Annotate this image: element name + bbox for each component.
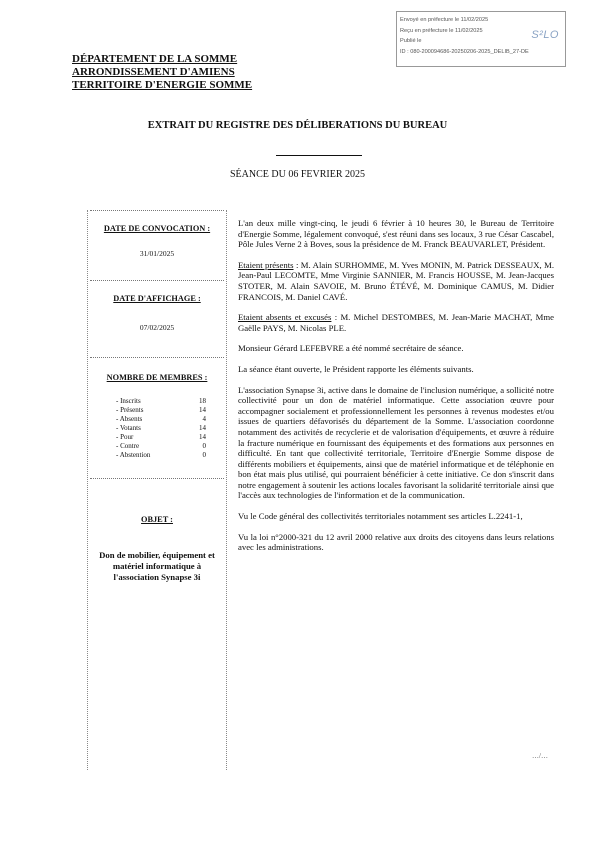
membres-label: NOMBRE DE MEMBRES : — [106, 373, 208, 382]
divider — [90, 280, 224, 281]
divider — [90, 210, 224, 211]
secretary-paragraph: Monsieur Gérard LEFEBVRE a été nommé secrétaire de séance. — [238, 343, 464, 354]
members-row: - Inscrits 18 — [116, 397, 206, 405]
stamp-published-line: Publié le — [400, 38, 422, 44]
present-list: : M. Alain SURHOMME, M. Yves MONIN, M. Patrick DESSEAUX, M. Jean-Paul LECOMTE, Mme Virginie SANNIER, M. Francis HOUSSE, M. Jean-Jacques STOTER, M. Alain SAVOIE, M. Bruno ÉTÉVÉ, M. Dominique CAMUS, M. Didier FRANCOIS, M. Daniel CAVÉ. — [238, 259, 554, 302]
legal-reference-paragraph: Vu le Code général des collectivités territoriales notamment ses articles L.2241-1, — [238, 511, 523, 522]
present-label: Etaient présents — [238, 259, 294, 270]
header-territoire: TERRITOIRE D'ENERGIE SOMME — [72, 79, 253, 91]
preamble-paragraph: L'an deux mille vingt-cinq, le jeudi 6 février à 10 heures 30, le Bureau de Territoire d'Energie Somme, légalement convoqué, s'est réuni dans ses locaux, 3 rue César Cascabel, Pôle Jules Verne 2 à Boves, sous la présidence de M. Franck BEAUVARLET, Président. — [238, 218, 554, 250]
opening-paragraph: La séance étant ouverte, le Président rapporte les éléments suivants. — [238, 363, 474, 374]
convocation-label: DATE DE CONVOCATION : — [103, 224, 211, 233]
header-department: DÉPARTEMENT DE LA SOMME — [72, 53, 238, 65]
document-title: EXTRAIT DU REGISTRE DES DÉLIBERATIONS DU BUREAU — [147, 120, 448, 131]
s2lo-logo: S²LO — [531, 29, 559, 41]
divider — [90, 357, 224, 358]
legal-reference-paragraph: Vu la loi n°2000-321 du 12 avril 2000 relative aux droits des citoyens dans leurs relations avec les administrations. — [238, 531, 554, 553]
members-row: - Pour 14 — [116, 433, 206, 441]
members-count-list — [116, 397, 206, 460]
affichage-date: 07/02/2025 — [139, 323, 175, 332]
present-members-paragraph — [238, 260, 554, 302]
convocation-date: 31/01/2025 — [139, 249, 175, 258]
members-row: - Abstention 0 — [116, 451, 206, 459]
seance-date: SÉANCE DU 06 FEVRIER 2025 — [229, 169, 365, 180]
page-continuation-mark: …/… — [532, 752, 548, 760]
divider — [90, 478, 224, 479]
members-row: - Présents 14 — [116, 406, 206, 414]
absent-members-paragraph — [238, 312, 554, 333]
affichage-label: DATE D'AFFICHAGE : — [113, 294, 201, 303]
members-row: - Contre 0 — [116, 442, 206, 450]
stamp-id-line: ID : 080-200094686-20250206-2025_DELIB_27-DE — [400, 48, 529, 55]
objet-text: Don de mobilier, équipement et matériel informatique à l'association Synapse 3i — [99, 550, 215, 582]
document-header — [72, 53, 252, 92]
prefecture-stamp — [396, 11, 566, 67]
absent-list: : M. Michel DESTOMBES, M. Jean-Marie MACHAT, Mme Gaëlle PAYS, M. Nicolas PLE. — [238, 312, 554, 333]
members-row: - Absents 4 — [116, 415, 206, 423]
stamp-received-line: Reçu en préfecture le 11/02/2025 — [400, 27, 483, 34]
absent-label: Etaient absents et excusés — [238, 312, 332, 323]
context-paragraph: L'association Synapse 3i, active dans le domaine de l'inclusion numérique, a sollicité notre collectivité pour un don de matériel informatique. Cette association œuvre pour accompagner socialement et professionnellement les personnes à revenus modestes et/ou issues de quartiers défavorisés du département de la Somme. L'association coordonne notamment des activités de recyclerie et de valorisation d'équipements, et œuvre à réduire la fracture numérique en fournissant des équipements et des formations aux personnes en difficulté. En tant que collectivité territoriale, Territoire d'Energie Somme dispose de différents mobiliers et équipements, ainsi que de matériel informatique et de téléphonie en bon état mais plus utilisé, qui pourraient bénéficier à cette initiative. Ce don s'inscrit dans notre engagement à soutenir les actions locales favorisant la solidarité territoriale ainsi que l'accès aux technologies de l'information et de la communication. — [238, 384, 554, 501]
title-divider — [276, 155, 362, 156]
stamp-sent-line: Envoyé en préfecture le 11/02/2025 — [400, 17, 489, 23]
members-row: - Votants 14 — [116, 424, 206, 432]
metadata-column — [87, 210, 227, 770]
header-arrondissement: ARRONDISSEMENT D'AMIENS — [72, 66, 235, 78]
objet-label: OBJET : — [141, 515, 173, 524]
deliberation-body — [238, 218, 554, 563]
